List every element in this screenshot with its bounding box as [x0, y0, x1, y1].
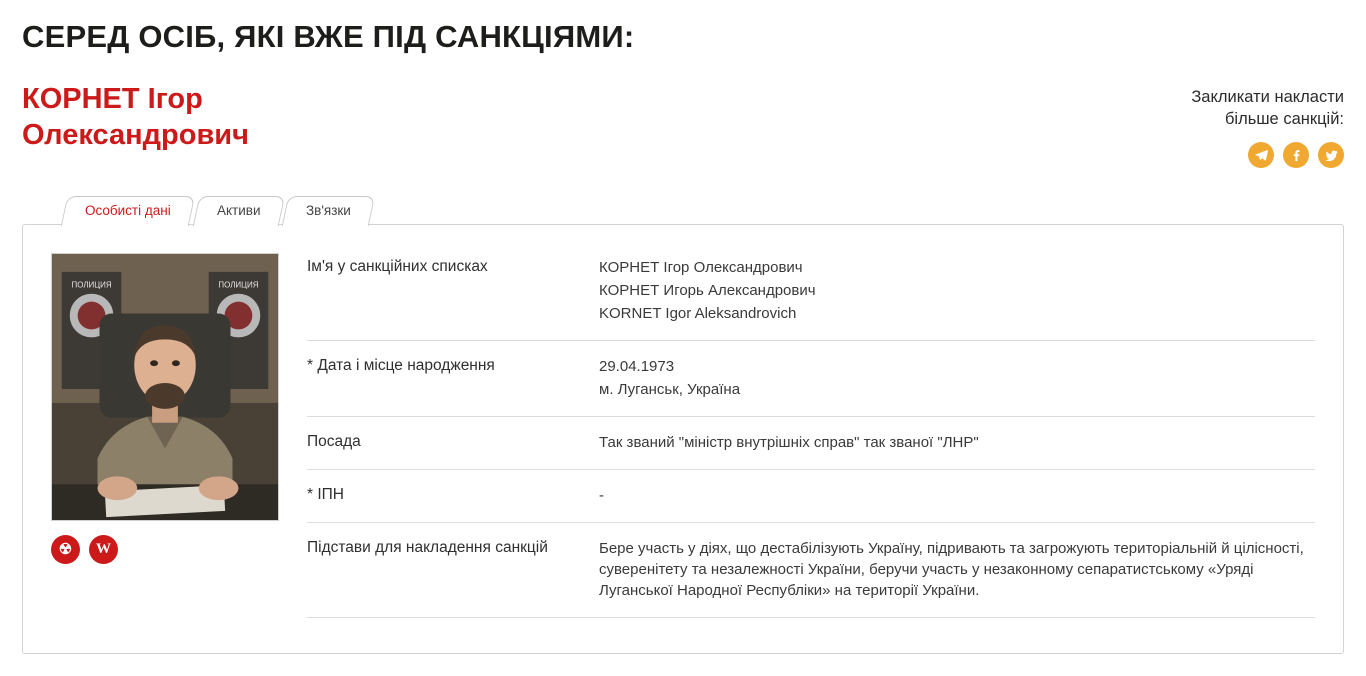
tab-personal-data[interactable]: [61, 196, 195, 226]
row-label-grounds: Підстави для накладення санкцій: [307, 539, 548, 557]
row-value-birth: [599, 356, 1315, 400]
tab-assets[interactable]: [193, 196, 285, 226]
person-name-line2: Олександрович: [22, 119, 249, 152]
birth-place: м. Луганськ, Україна: [599, 381, 741, 399]
twitter-icon[interactable]: [1318, 142, 1344, 168]
wikipedia-source-icon-glyph: W: [96, 541, 111, 558]
share-title-line1: Закликати накласти: [1191, 88, 1344, 107]
tab-assets-label: Активи: [216, 202, 261, 218]
svg-text:ПОЛИЦИЯ: ПОЛИЦИЯ: [71, 280, 112, 290]
name-variant-en: KORNET Igor Aleksandrovich: [599, 305, 797, 323]
row-label-position: Посада: [307, 433, 361, 451]
tab-bar: [22, 194, 1344, 225]
sanctions-source-icon[interactable]: [51, 535, 80, 564]
row-label-birth: * Дата і місце народження: [307, 357, 495, 375]
name-variant-ru: КОРНЕТ Игорь Александрович: [599, 282, 816, 300]
tab-personal-data-label: Особисті дані: [85, 202, 171, 218]
person-name-line1: КОРНЕТ Ігор: [22, 83, 203, 116]
table-row: [307, 417, 1315, 470]
row-label-tax-id: * ІПН: [307, 486, 344, 504]
page-title: СЕРЕД ОСІБ, ЯКІ ВЖЕ ПІД САНКЦІЯМИ:: [22, 19, 635, 54]
facebook-icon[interactable]: [1283, 142, 1309, 168]
share-block: [1191, 81, 1344, 168]
grounds-text: Бере участь у діях, що дестабілізують Україну, підривають та загрожують територіальній й цілісності, суверенітету та незалежності України, беручи участь у незаконному сепаратистському «Уряді Луганської Народної Республіки» на території України.: [599, 540, 1304, 600]
table-row: [307, 255, 1315, 341]
position-text: Так званий "міністр внутрішніх справ" так званої "ЛНР": [599, 434, 979, 452]
row-label-name: Ім'я у санкційних списках: [307, 258, 488, 276]
share-title: [1191, 87, 1344, 130]
row-value-position: [599, 432, 1315, 453]
row-value-tax-id: [599, 485, 1315, 506]
svg-text:ПОЛИЦИЯ: ПОЛИЦИЯ: [218, 280, 259, 290]
details-table: [307, 253, 1315, 643]
photo-column: [51, 253, 279, 643]
table-row: [307, 523, 1315, 618]
person-header: [22, 81, 1344, 168]
tab-connections-label: Зв'язки: [306, 202, 352, 218]
tab-connections[interactable]: [282, 196, 375, 226]
person-card: [22, 224, 1344, 654]
sanctions-source-icon-glyph: ☢: [58, 542, 73, 559]
table-row: [307, 341, 1315, 417]
row-value-name: [599, 257, 1315, 324]
row-value-grounds: [599, 538, 1315, 601]
telegram-icon[interactable]: [1248, 142, 1274, 168]
name-variant-ua: КОРНЕТ Ігор Олександрович: [599, 259, 803, 277]
person-photo: [51, 253, 279, 521]
wikipedia-source-icon[interactable]: [89, 535, 118, 564]
source-icon-list: [51, 535, 279, 564]
table-row: [307, 470, 1315, 523]
birth-date: 29.04.1973: [599, 358, 675, 376]
share-title-line2: більше санкцій:: [1224, 109, 1344, 128]
share-icon-list: [1191, 142, 1344, 168]
person-name: [22, 81, 249, 154]
tax-id-text: -: [599, 487, 604, 505]
page-root: [0, 18, 1366, 676]
